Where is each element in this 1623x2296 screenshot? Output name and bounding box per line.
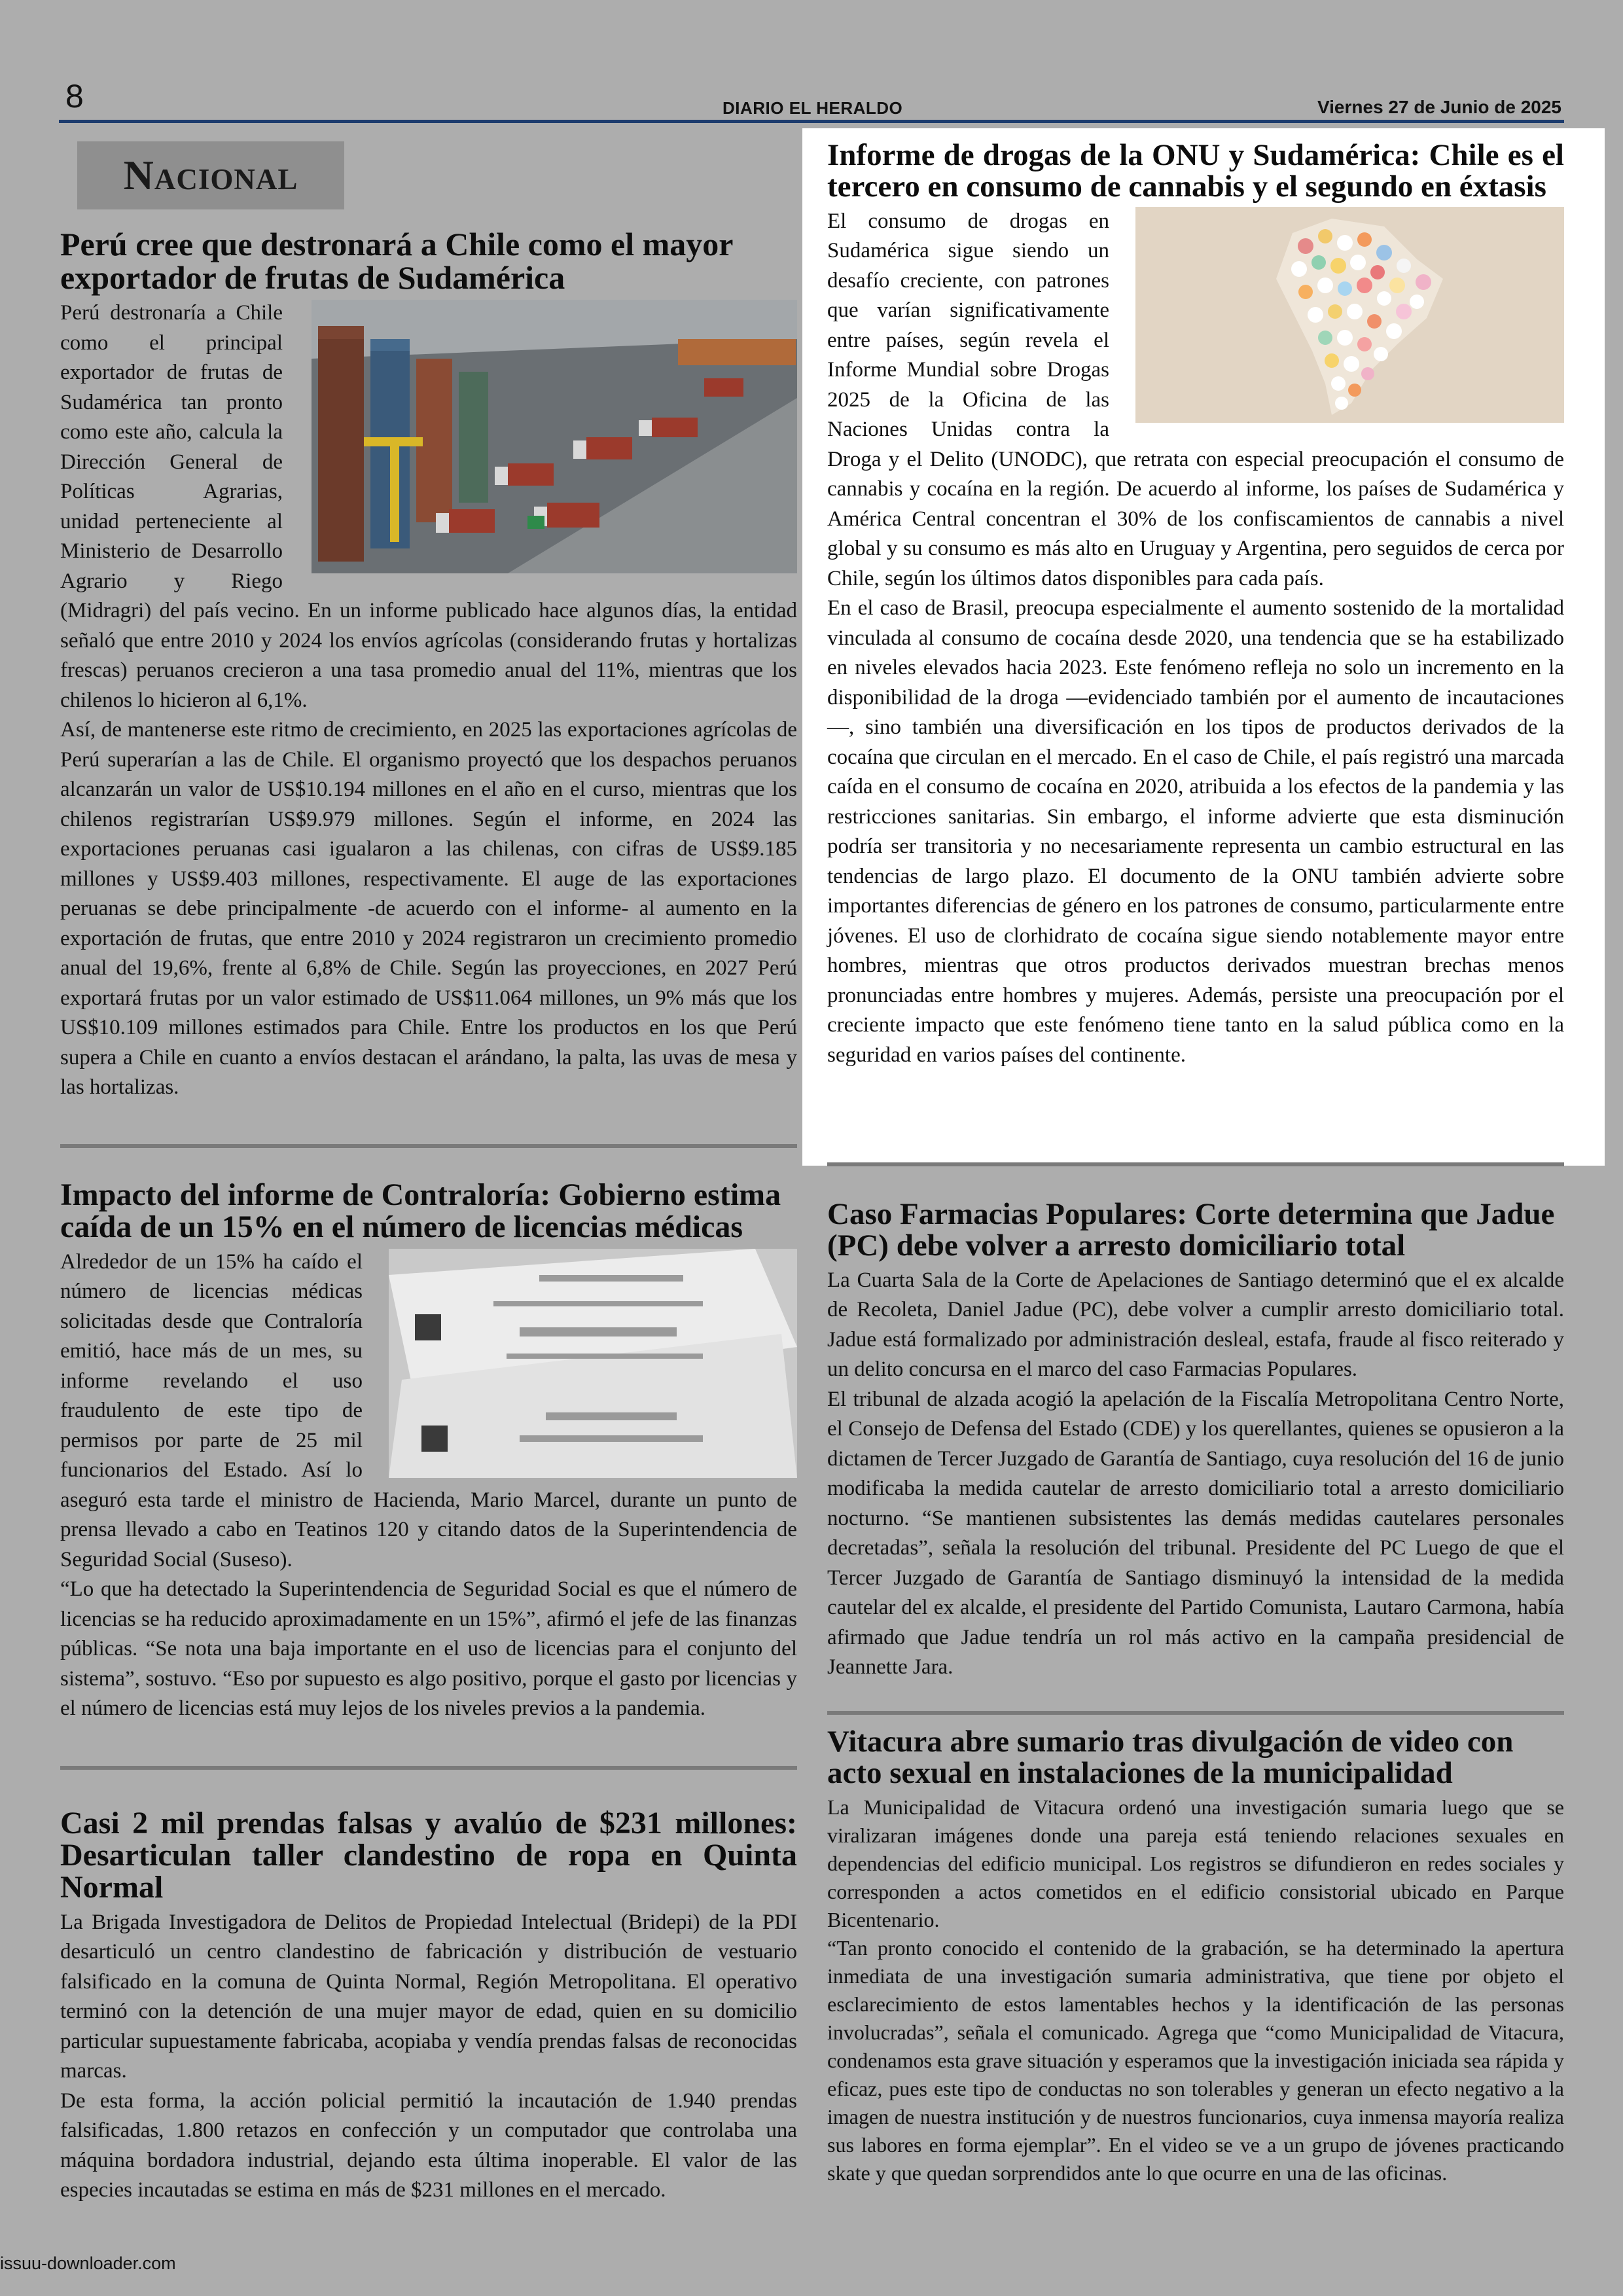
- article-jadue: [827, 1199, 1564, 1683]
- article-contraloria: [60, 1179, 797, 1724]
- article-paragraph: La Brigada Investigadora de Delitos de Propiedad Intelectual (Bridepi) de la PDI desarticuló un centro clandestino de fabricación y distribución de vestuario falsificado en la comuna de Quinta Normal, Región Metropolitana. El operativo terminó con la detención de una mujer mayor de edad, quien en su domicilio particular supuestamente fabricaba, acopiaba y vendía prendas falsas de reconocidas marcas.: [60, 1910, 797, 2083]
- article-title: Vitacura abre sumario tras divulgación de video con acto sexual en instalaciones de la municipalidad: [827, 1725, 1514, 1790]
- article-title: Perú cree que destronará a Chile como el mayor exportador de frutas de Sudamérica: [60, 226, 733, 296]
- article-paragraph: Así, de mantenerse este ritmo de crecimiento, en 2025 las exportaciones agrícolas de Perú superarían a las de Chile. El organismo proyectó que los despachos peruanos alcanzarán un valor de US$10.194 millones en el año en el curso, mientras que los chilenos registrarían US$9.979 millones. Según el informe, en 2024 las exportaciones peruanas casi igualaron a las chilenas, con cifras de US$9.185 millones y US$9.403 millones, respectivamente. El auge de las exportaciones peruanas se debe principalmente -de acuerdo con el informe- al aumento en la exportación de frutas, que entre 2010 y 2024 registraron un crecimiento promedio anual del 19,6%, frente al 6,8% de Chile. Según las proyecciones, en 2027 Perú exportará frutas por un valor estimado de US$11.064 millones, un 9% más que los US$10.109 millones estimados para Chile. Entre los productos en los que Perú supera a Chile en cuanto a envíos destacan el arándano, la palta, las uvas de mesa y las hortalizas.: [60, 718, 797, 1099]
- newspaper-name: DIARIO EL HERALDO: [722, 98, 903, 118]
- issue-date: Viernes 27 de Junio de 2025: [1317, 97, 1561, 117]
- watermark: issuu-downloader.com: [0, 2253, 176, 2273]
- article-peru: [60, 228, 797, 1103]
- article-paragraph: La Cuarta Sala de la Corte de Apelaciones de Santiago determinó que el ex alcalde de Recoleta, Daniel Jadue (PC), debe volver a cumplir arresto domiciliario total. Jadue está formalizado por administración desleal, estafa, fraude al fisco reiterado y un delito concursa en el marco del caso Farmacias Populares.: [827, 1268, 1564, 1382]
- article-body: [827, 207, 1564, 1071]
- article-lead: El consumo de drogas en Sudamérica sigue siendo un desafío creciente, con patrones que varían significativamente entre países, según revela el Informe Mundial sobre Drogas 2025 de la Oficina de las Naciones Unidas contra la Droga y el Delito (UNODC), que retrata con especial preocupación el consumo de cannabis y cocaína en la región. De acuerdo al informe, los países de Sudamérica y América Central concentran el 30% de los confiscamientos de cannabis a nivel global y su consumo es más alto en Uruguay y Argentina, pero seguidos de cerca por Chile, según los últimos datos disponibles para cada país.: [827, 209, 1564, 590]
- article-paragraph: La Municipalidad de Vitacura ordenó una investigación sumaria luego que se viralizaran imágenes donde una pareja está teniendo relaciones sexuales en dependencias del edificio municipal. Los registros se difundieron en redes sociales y corresponden a actos cometidos en el edificio consistorial ubicado en Parque Bicentenario.: [827, 1795, 1564, 1931]
- article-body: [827, 1793, 1564, 2187]
- section-divider: [827, 1711, 1564, 1715]
- article-title: Caso Farmacias Populares: Corte determina que Jadue (PC) debe volver a arresto domiciliario total: [827, 1197, 1555, 1263]
- page-number: 8: [65, 78, 84, 115]
- article-vitacura: [827, 1727, 1564, 2187]
- article-title: Casi 2 mil prendas falsas y avalúo de $231 millones: Desarticulan taller clandestino de ropa en Quinta Normal: [60, 1806, 797, 1905]
- article-body: [60, 1908, 797, 2206]
- section-divider: [60, 1766, 797, 1770]
- pills-map-photo: [1135, 207, 1564, 423]
- port-photo: [312, 300, 797, 573]
- article-body: [60, 298, 797, 1103]
- article-paragraph: El tribunal de alzada acogió la apelación de la Fiscalía Metropolitana Centro Norte, el Consejo de Defensa del Estado (CDE) y los querellantes, quienes se opusieron a la dictamen de Tercer Juzgado de Garantía de Santiago, cuya resolución del 16 de junio modificaba la medida cautelar de arresto domiciliario total a arresto domiciliario nocturno. “Se mantienen subsistentes las demás medidas cautelares personales decretadas”, señala la resolución del tribunal. Presidente del PC Luego de que el Tercer Juzgado de Garantía de Santiago disminuyó la intensidad de la medida cautelar del ex alcalde, el presidente del Partido Comunista, Lautaro Carmona, había afirmado que Jadue tendría un rol más activo en la campaña presidencial de Jeannette Jara.: [827, 1387, 1564, 1679]
- article-prendas: [60, 1808, 797, 2206]
- article-title: Informe de drogas de la ONU y Sudamérica: Chile es el tercero en consumo de cannabis y el segundo en éxtasis: [827, 138, 1564, 204]
- section-tag: Nacional: [77, 141, 344, 209]
- article-body: [827, 1266, 1564, 1683]
- medical-license-photo: [389, 1249, 797, 1478]
- article-paragraph: De esta forma, la acción policial permitió la incautación de 1.940 prendas falsificadas, 1.800 retazos en confección y un computador que controlaba una máquina bordadora industrial, dejando esta última inoperable. El valor de las especies incautadas se estima en más de $231 millones en el mercado.: [60, 2089, 797, 2202]
- article-body: [60, 1247, 797, 1724]
- article-lead: Perú destronaría a Chile como el principal exportador de frutas de Sudamérica tan pronto como este año, calcula la Dirección General de Políticas Agrarias, unidad perteneciente al Ministerio de Desarrollo Agrario y Riego (Midragri) del país vecino. En un informe publicado hace algunos días, la entidad señaló que entre 2010 y 2024 los envíos agrícolas (considerando frutas y hortalizas frescas) peruanos crecieron a una tasa promedio anual del 11%, mientras que los chilenos lo hicieron al 6,1%.: [60, 301, 797, 712]
- header-rule: [59, 120, 1564, 123]
- article-paragraph: “Lo que ha detectado la Superintendencia de Seguridad Social es que el número de licencias se ha reducido aproximadamente en un 15%”, afirmó el jefe de las finanzas públicas. “Se nota una baja importante en el uso de licencias para el conjunto del sistema”, sostuvo. “Eso por supuesto es algo positivo, porque el gasto por licencias y el número de licencias está muy lejos de los niveles previos a la pandemia.: [60, 1577, 797, 1721]
- article-paragraph: En el caso de Brasil, preocupa especialmente el aumento sostenido de la mortalidad vinculada al consumo de cocaína desde 2020, una tendencia que se ha estabilizado en niveles elevados hacia 2023. Este fenómeno refleja no solo un incremento en la disponibilidad de la droga —evidenciado también por el aumento de incautaciones—, sino también una diversificación en los tipos de productos derivados de la cocaína que circulan en el mercado. En el caso de Chile, el país registró una marcada caída en el consumo de cocaína en 2020, atribuida a los efectos de la pandemia y las restricciones sanitarias. Sin embargo, el informe advierte que esta disminución podría ser transitoria y no necesariamente representa un cambio estructural en las tendencias de largo plazo. El documento de la ONU también advierte sobre importantes diferencias de género en los patrones de consumo, particularmente entre jóvenes. El uso de clorhidrato de cocaína sigue siendo notablemente mayor entre hombres, mientras que otros productos derivados muestran brechas menos pronunciadas entre hombres y mujeres. Además, persiste una preocupación por el creciente impacto que este fenómeno tiene tanto en la salud pública como en la seguridad en varios países del continente.: [827, 596, 1564, 1067]
- article-lead: Alrededor de un 15% ha caído el número de licencias médicas solicitadas desde que Contraloría emitió, hace más de un mes, su informe revelando el uso fraudulento de este tipo de permisos por parte de 25 mil funcionarios del Estado. Así lo aseguró esta tarde el ministro de Hacienda, Mario Marcel, durante un punto de prensa llevado a cabo en Teatinos 120 y citando datos de la Superintendencia de Seguridad Social (Suseso).: [60, 1249, 797, 1571]
- section-divider: [827, 1162, 1564, 1166]
- article-paragraph: “Tan pronto conocido el contenido de la grabación, se ha determinado la apertura inmediata de una investigación sumaria administrativa, que tiene por objeto el esclarecimiento de estos lamentables hechos y la identificación de las personas involucradas”, señala el comunicado. Agrega que “como Municipalidad de Vitacura, condenamos esta grave situación y esperamos que la investigación iniciada sea rápida y eficaz, pues este tipo de conductas no son tolerables y generan un efecto negativo a la imagen de nuestra institución y de nuestros funcionarios, cuya inmensa mayoría realiza sus labores en forma ejemplar”. En el video se ve a un grupo de jóvenes practicando skate y que quedan sorprendidos ante lo que ocurre en una de las oficinas.: [827, 1935, 1564, 2185]
- article-title: Impacto del informe de Contraloría: Gobierno estima caída de un 15% en el número de licencias médicas: [60, 1177, 781, 1244]
- article-onu: [827, 140, 1564, 1070]
- section-divider: [60, 1144, 797, 1148]
